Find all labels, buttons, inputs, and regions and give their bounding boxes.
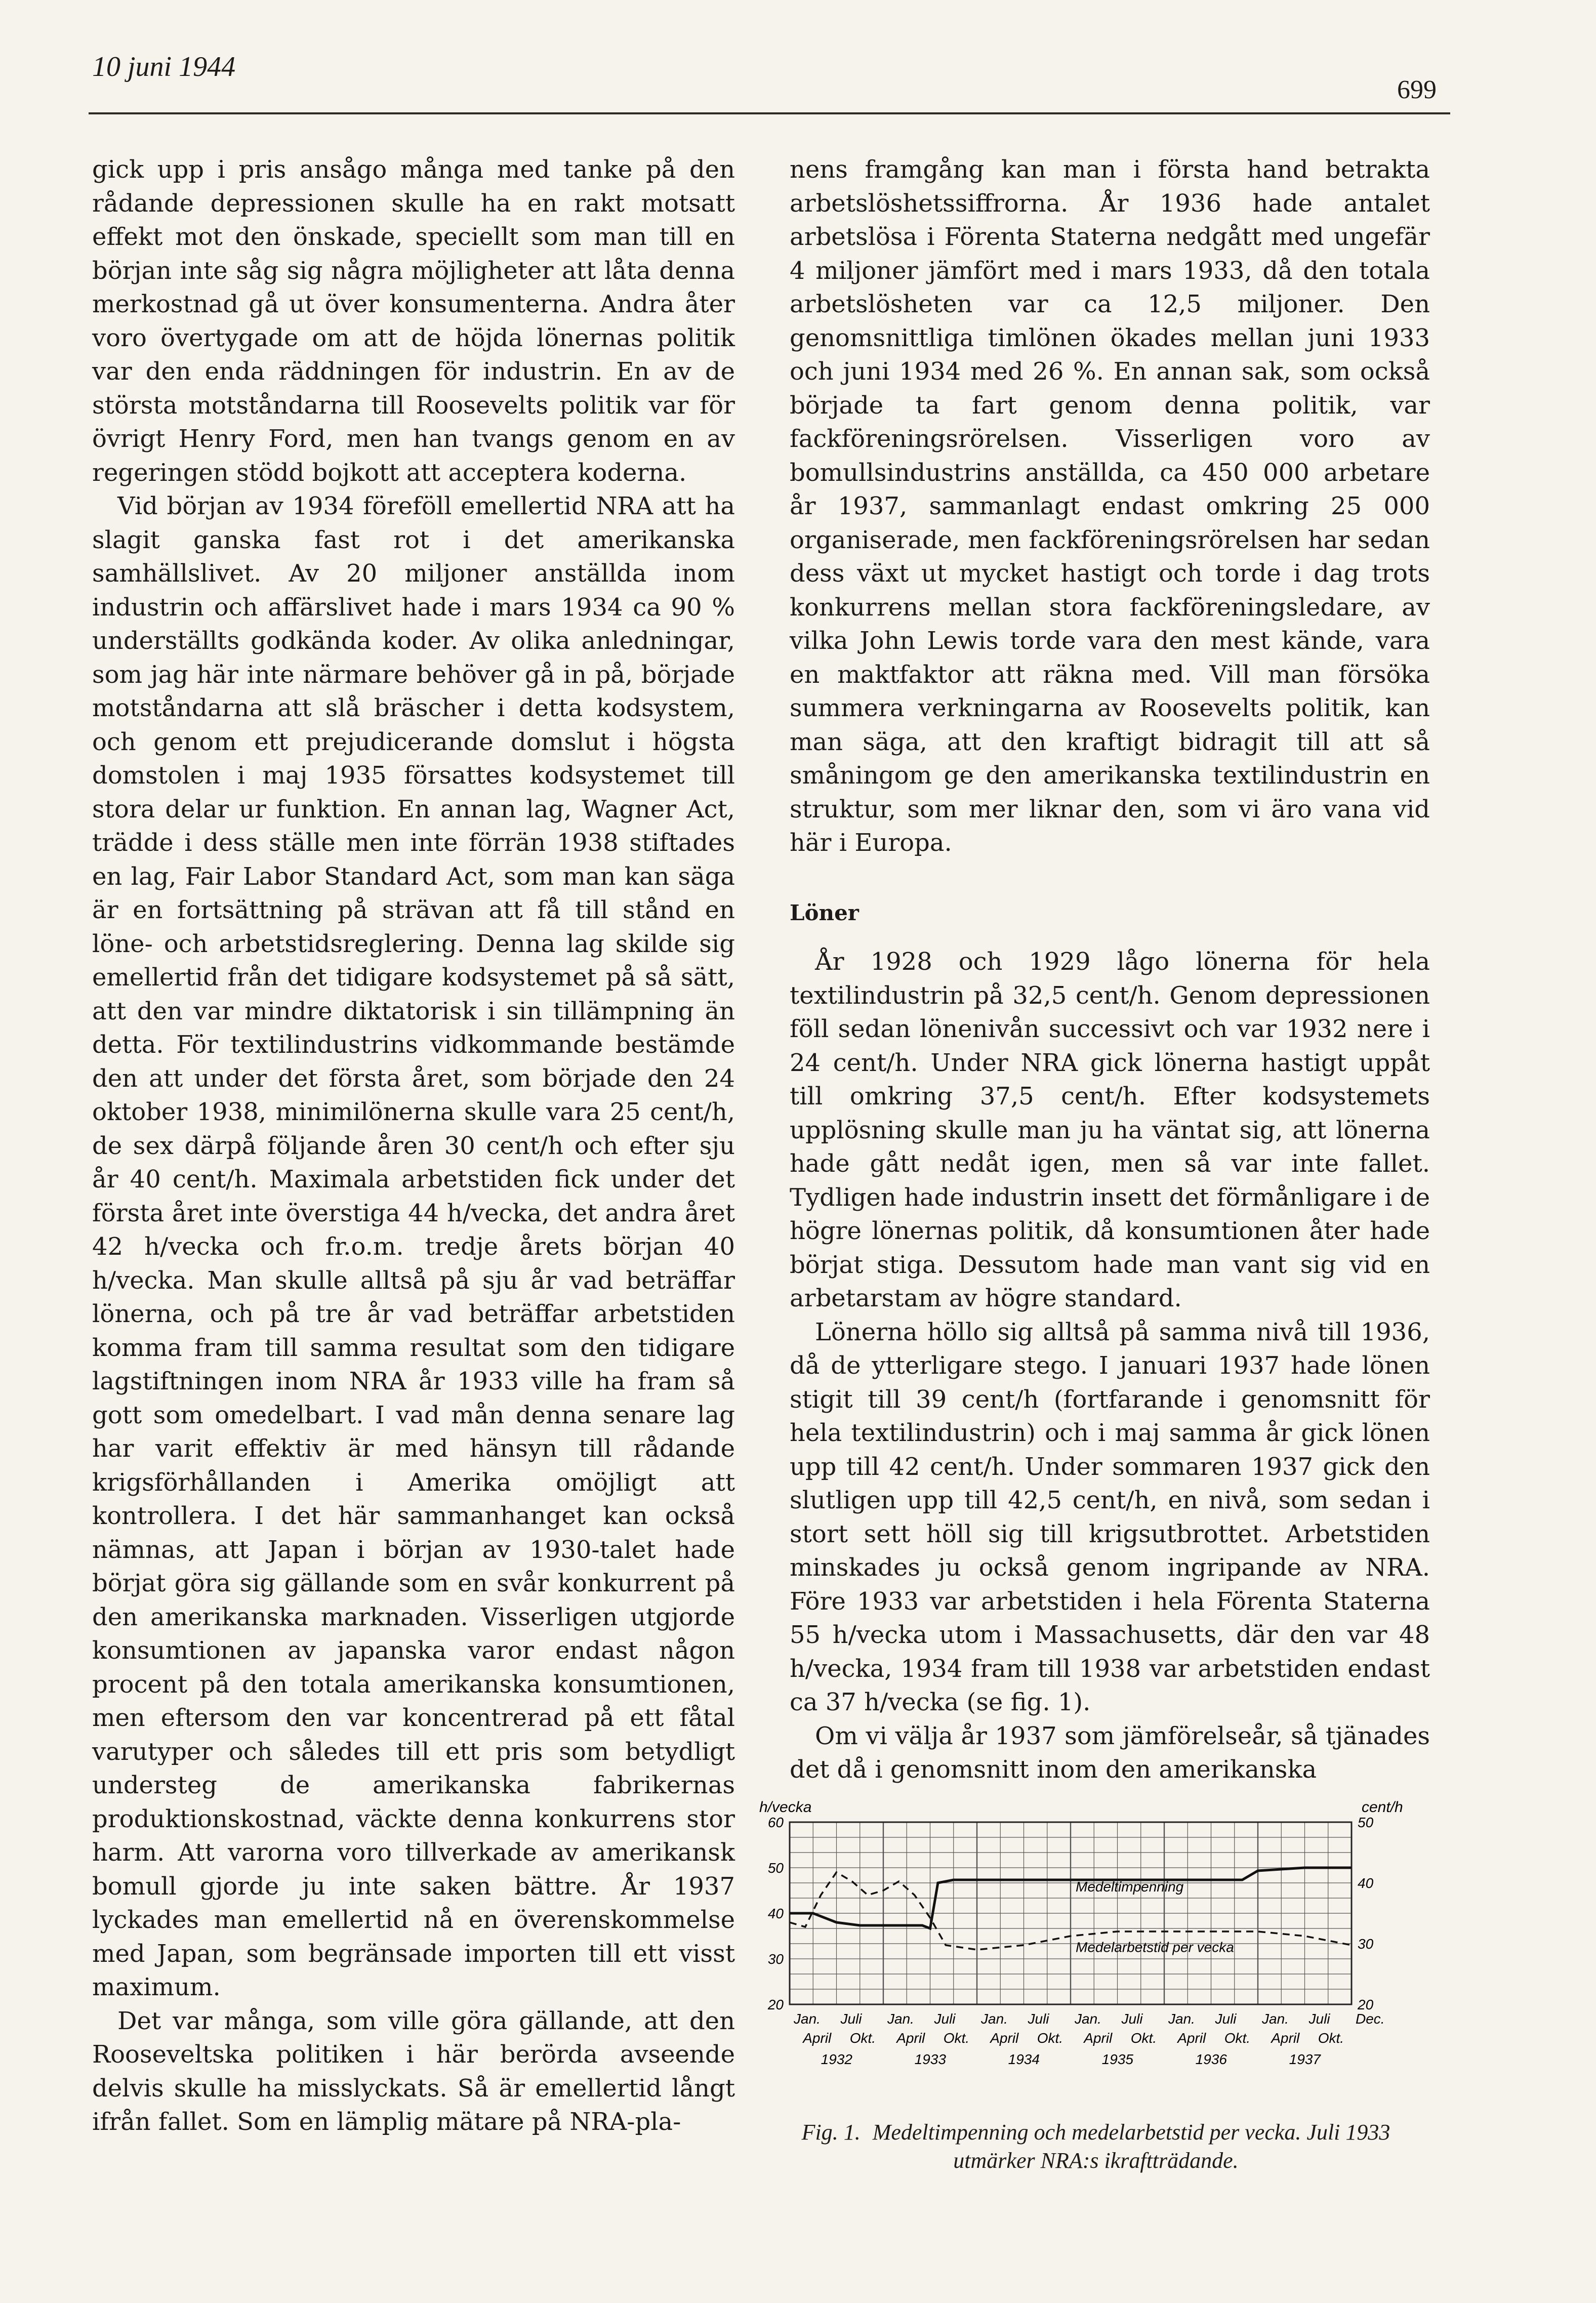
year-label: 1932 [821,2051,852,2067]
x-tick-label: Okt. [943,2030,970,2046]
series-label: Medeltimpenning [1076,1878,1184,1895]
paragraph: Om vi välja år 1937 som jämförelseår, så tjänades det då i genomsnitt inom den amerikanska [790,1721,1430,1784]
left-column [92,153,735,2139]
x-tick-label: Juli [934,2011,956,2027]
y-tick-label-right: 40 [1358,1875,1374,1891]
y-tick-label-right: 30 [1358,1936,1374,1952]
year-label: 1933 [914,2051,946,2067]
x-tick-label: April [1084,2030,1113,2046]
section-heading: Löner [790,900,859,925]
right-column [790,153,1430,1787]
paragraph: nens framgång kan man i första hand betrakta arbetslöshetssiffrorna. År 1936 hade antalet arbetslösa i Förenta Staterna nedgått med ungefär 4 miljoner jämfört med i mars 1933, då den totala arbetslösheten var ca 12,5 miljoner. Den genomsnittliga timlönen ökades mellan juni 1933 och juni 1934 med 26 %. En annan sak, som också började ta fart genom denna politik, var fackföreningsrörelsen. Visserligen voro av bomullsindustrins anställda, ca 450 000 arbetare år 1937, sammanlagt endast omkring 25 000 organiserade, men fackföreningsrörelsen har sedan dess växt ut mycket hastigt och torde i dag trots konkurrens mellan stora fackföreningsledare, av vilka John Lewis torde vara den mest kände, vara en maktfaktor att räkna med. Vill man försöka summera verkningarna av Roosevelts politik, kan man säga, att den kraftigt bidragit till att så småningom ge den amerikanska textilindustrin en struktur, som mer liknar den, som vi äro vana vid här i Europa. [790,155,1430,857]
paragraph: Det var många, som ville göra gällande, att den Rooseveltska politiken i här berörda avseende delvis skulle ha misslyckats. Så är emellertid långt ifrån fallet. Som en lämplig mätare på NRA-pla- [92,2006,735,2136]
caption-text: Medeltimpenning och medelarbetstid per vecka. Juli 1933 utmärker NRA:s ikraftträdande. [872,2120,1390,2173]
paragraph: Vid början av 1934 föreföll emellertid NRA att ha slagit ganska fast rot i det amerikanska samhällslivet. Av 20 miljoner anställda inom industrin och affärslivet hade i mars 1934 ca 90 % underställts godkända koder. Av olika anledningar, som jag här inte närmare behöver gå in på, började motståndarna att slå bräscher i detta kodsystem, och genom ett prejudicerande domslut i högsta domstolen i maj 1935 försattes kodsystemet till stora delar ur funktion. En annan lag, Wagner Act, trädde i dess ställe men inte förrän 1938 stiftades en lag, Fair Labor Standard Act, som man kan säga är en fortsättning på strävan att få till stånd en löne- och arbetstidsreglering. Denna lag skilde sig emellertid från det tidigare kodsystemet på så sätt, att den var mindre diktatorisk i sin tillämpning än detta. För textilindustrins vidkommande bestämde den att under det första året, som började den 24 oktober 1938, minimilönerna skulle vara 25 cent/h, de sex därpå följande åren 30 cent/h och efter sju år 40 cent/h. Maximala arbetstiden fick under det första året inte överstiga 44 h/vecka, det andra året 42 h/vecka och fr.o.m. tredje årets början 40 h/vecka. Man skulle alltså på sju år vad beträffar lönerna, och på tre år vad beträffar arbetstiden komma fram till samma resultat som den tidigare lagstiftningen inom NRA år 1933 ville ha fram så gott som omedelbart. I vad mån denna senare lag har varit effektiv är med hänsyn till rådande krigsförhållanden i Amerika omöjligt att kontrollera. I det här sammanhanget kan också nämnas, att Japan i början av 1930-talet hade börjat göra sig gällande som en svår konkurrent på den amerikanska marknaden. Visserligen utgjorde konsumtionen av japanska varor endast någon procent på den totala amerikanska konsumtionen, men eftersom den var koncentrerad på ett fåtal varutyper och således till ett pris som betydligt understeg de amerikanska fabrikernas produktionskostnad, väckte denna konkurrens stor harm. Att varorna voro tillverkade av amerikansk bomull gjorde ju inte saken bättre. År 1937 lyckades man emellertid nå en överenskommelse med Japan, som begränsade importen till ett visst maximum. [92,492,735,2001]
paragraph: Lönerna höllo sig alltså på samma nivå till 1936, då de ytterligare stego. I januari 1937 hade lönen stigit till 39 cent/h (fortfarande i genomsnitt för hela textilindustrin) och i maj samma år gick lönen upp till 42 cent/h. Under sommaren 1937 gick den slutligen upp till 42,5 cent/h, en nivå, som sedan i stort sett höll sig till krigsutbrottet. Arbetstiden minskades ju också genom ingripande av NRA. Före 1933 var arbetstiden i hela Förenta Staterna 55 h/vecka utom i Massachusetts, där den var 48 h/vecka, 1934 fram till 1938 var arbetstiden endast ca 37 h/vecka (se fig. 1). [790,1318,1430,1716]
x-tick-label: Jan. [1075,2011,1101,2027]
x-tick-label: April [803,2030,832,2046]
x-tick-label: Juli [840,2011,862,2027]
y-tick-label-left: 30 [767,1951,784,1967]
figure-caption [759,2118,1433,2175]
year-label: 1936 [1195,2051,1227,2067]
header-rule [89,112,1450,114]
x-tick-label: Okt. [849,2030,876,2046]
line-chart [749,1792,1422,2116]
series-label: Medelarbetstid per vecka [1076,1939,1234,1955]
x-tick-label: Juli [1121,2011,1143,2027]
x-tick-label: Okt. [1318,2030,1344,2046]
x-tick-label: April [1271,2030,1300,2046]
x-tick-label: Jan. [981,2011,1008,2027]
x-tick-label: April [896,2030,925,2046]
y-tick-label-left: 20 [767,1997,784,2012]
y-tick-label-left: 40 [767,1906,784,1921]
x-tick-label: Dec. [1356,2011,1385,2027]
x-tick-label: Jan. [1168,2011,1195,2027]
figure-label: Fig. 1. [801,2120,861,2145]
year-label: 1937 [1289,2051,1321,2067]
y-tick-label-left: 50 [767,1860,784,1876]
x-tick-label: Jan. [794,2011,821,2027]
x-tick-label: Jan. [1262,2011,1289,2027]
x-tick-label: April [1177,2030,1206,2046]
y-tick-label-left: 60 [767,1815,784,1830]
year-label: 1935 [1101,2051,1133,2067]
x-tick-label: April [990,2030,1019,2046]
x-tick-label: Juli [1215,2011,1237,2027]
y-tick-label-right: 20 [1358,1997,1374,2012]
paragraph: År 1928 och 1929 lågo lönerna för hela textilindustrin på 32,5 cent/h. Genom depressionen föll sedan lönenivån successivt och var 1932 nere i 24 cent/h. Under NRA gick lönerna hastigt uppåt till omkring 37,5 cent/h. Efter kodsystemets upplösning skulle man ju ha väntat sig, att lönerna hade gått nedåt igen, men så var inte fallet. Tydligen hade industrin insett det förmånligare i de högre lönernas politik, då konsumtionen åter hade börjat stiga. Dessutom hade man vant sig vid en arbetarstam av högre standard. [790,948,1430,1312]
header-date: 10 juni 1944 [92,51,236,83]
x-tick-label: Jan. [887,2011,914,2027]
year-label: 1934 [1008,2051,1040,2067]
x-tick-label: Okt. [1224,2030,1251,2046]
x-tick-label: Juli [1028,2011,1049,2027]
y-axis-label-right: cent/h [1362,1799,1403,1816]
y-axis-label-left: h/vecka [759,1799,812,1816]
x-tick-label: Okt. [1037,2030,1063,2046]
x-tick-label: Juli [1308,2011,1330,2027]
page-number: 699 [1397,75,1437,104]
y-tick-label-right: 50 [1358,1815,1374,1830]
x-tick-label: Okt. [1130,2030,1157,2046]
paragraph: gick upp i pris ansågo många med tanke på den rådande depressionen skulle ha en rakt motsatt effekt mot den önskade, speciellt som man till en början inte såg sig några möjligheter att låta denna merkostnad gå ut över konsumenterna. Andra åter voro övertygade om att de höjda lönernas politik var den enda räddningen för industrin. En av de största motståndarna till Roosevelts politik var för övrigt Henry Ford, men han tvangs genom en av regeringen stödd bojkott att acceptera koderna. [92,155,735,487]
figure-chart [749,1792,1422,2116]
